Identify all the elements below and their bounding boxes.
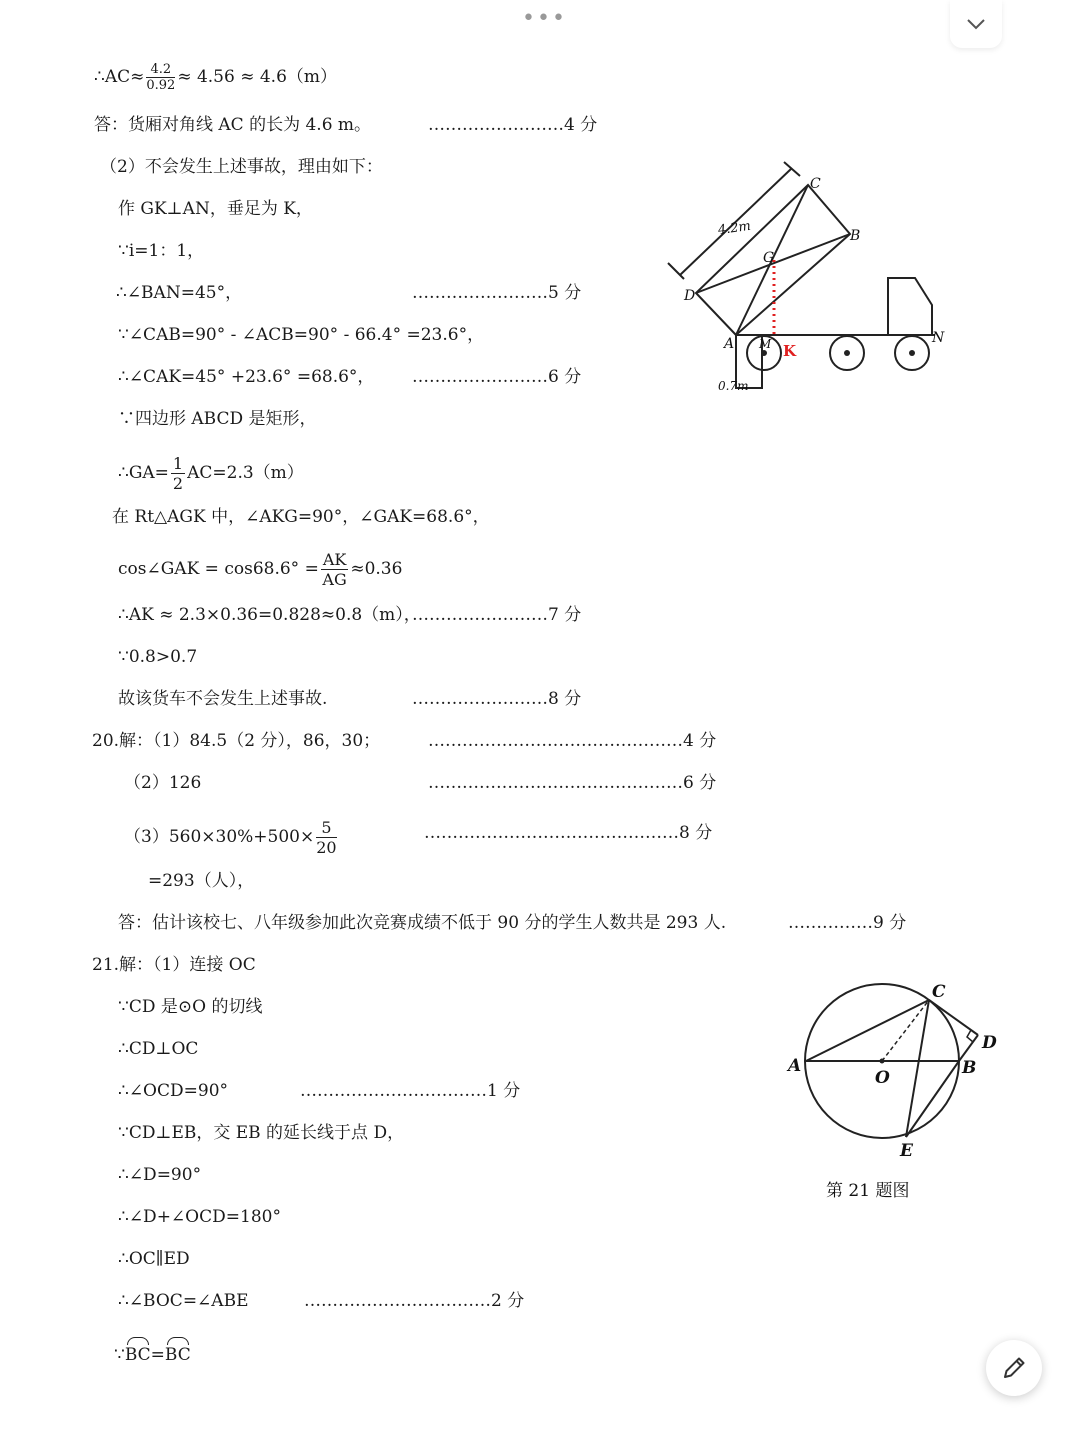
line-oc-dashed [882,1000,929,1061]
proof-line: ∵四边形 ABCD 是矩形， [118,409,317,429]
more-menu-icon[interactable]: ••• [522,6,567,31]
edit-button[interactable] [986,1340,1042,1396]
circle-figure [780,975,1020,1165]
label-c: C [810,176,821,192]
part2-heading: （2）不会发生上述事故，理由如下： [100,157,383,177]
label-d: D [684,288,696,304]
figure-caption: 第 21 题图 [826,1181,910,1201]
proof-line: ∵i=1：1， [118,241,205,261]
proof-line: （2）126 [124,773,202,793]
line-ac-calc: ∴AC≈ $\frac{4.2}{0.92}$ ≈ 4.56 ≈ 4.6（m） [94,62,338,93]
collapse-button[interactable] [950,0,1002,48]
proof-line: cos∠GAK = cos68.6° = $\frac{AK}{AG}$ ≈0.36 [118,550,403,589]
answer-ac: 答：货厢对角线 AC 的长为 4.6 m。 [94,115,372,135]
proof-line: ∴∠OCD=90° [118,1081,229,1101]
score-marker: ……………………8 分 [412,689,582,709]
label-k: K [783,342,797,360]
label-b: B [850,228,861,244]
proof-line: ∴∠BOC=∠ABE [118,1291,249,1311]
proof-line: 在 Rt△AGK 中，∠AKG=90°，∠GAK=68.6°， [112,507,490,527]
score-marker: ………………………………………8 分 [424,823,713,843]
line-cd [929,1000,978,1035]
proof-line: =293（人）， [148,871,255,891]
label-m: M [759,337,772,351]
label-d: D [982,1033,997,1053]
arc-bc: BC [124,1345,151,1365]
proof-line: ∴CD⊥OC [118,1039,199,1059]
proof-line: ∵BC=BC [114,1345,191,1365]
truck-figure [660,160,960,420]
chevron-down-icon [964,16,988,32]
score-marker: ……………………5 分 [412,283,582,303]
proof-line: ∵0.8>0.7 [118,647,198,667]
q21-heading: 21.解：（1）连接 OC [92,955,256,975]
proof-line: ∴AK ≈ 2.3×0.36=0.828≈0.8（m）， [118,605,421,625]
pencil-icon [1000,1354,1028,1382]
proof-line: 作 GK⊥AN，垂足为 K， [118,199,313,219]
proof-line: ∵CD⊥EB，交 EB 的延长线于点 D， [118,1123,405,1143]
truck-cab [888,278,932,335]
proof-line: ∴OC∥ED [118,1249,190,1269]
proof-line: 故该货车不会发生上述事故. [118,689,328,709]
label-c: C [932,982,946,1002]
score-marker: ………………………………………6 分 [428,773,717,793]
line-ce [906,1000,929,1137]
label-0-7m: 0.7m [718,379,749,393]
answer-q20: 答：估计该校七、八年级参加此次竞赛成绩不低于 90 分的学生人数共是 293 人. [118,913,727,933]
arc-bc: BC [164,1345,191,1365]
line-eb [906,1061,959,1137]
label-a: A [788,1056,802,1076]
label-4-2m: 4.2m [717,218,752,239]
score-marker: ……………………………1 分 [300,1081,521,1101]
score-marker: ………………………………………4 分 [428,731,717,751]
label-n: N [932,330,945,346]
label-g: G [763,250,775,266]
label-a: A [724,336,735,352]
proof-line: ∵∠CAB=90° - ∠ACB=90° - 66.4° =23.6°， [118,325,485,345]
label-b: B [962,1058,977,1078]
q20-heading: 20.解：（1）84.5（2 分），86，30； [92,731,381,751]
proof-line: ∴∠D=90° [118,1165,202,1185]
score-marker: ……………………………2 分 [304,1291,525,1311]
label-o: O [875,1068,890,1088]
proof-line: ∴∠CAK=45° +23.6° =68.6°， [118,367,375,387]
score-marker: ……………………4 分 [428,115,598,135]
score-marker: ……………9 分 [788,913,907,933]
proof-line: ∴GA= $\frac{1}{2}$ AC=2.3（m） [118,454,304,493]
proof-line: ∴∠BAN=45°， [116,283,243,303]
proof-line: ∴∠D+∠OCD=180° [118,1207,281,1227]
label-e: E [900,1141,913,1161]
proof-line: （3）560×30%+500× $\frac{5}{20}$ [124,818,337,857]
score-marker: ……………………7 分 [412,605,582,625]
proof-line: ∵CD 是⊙O 的切线 [118,997,263,1017]
score-marker: ……………………6 分 [412,367,582,387]
